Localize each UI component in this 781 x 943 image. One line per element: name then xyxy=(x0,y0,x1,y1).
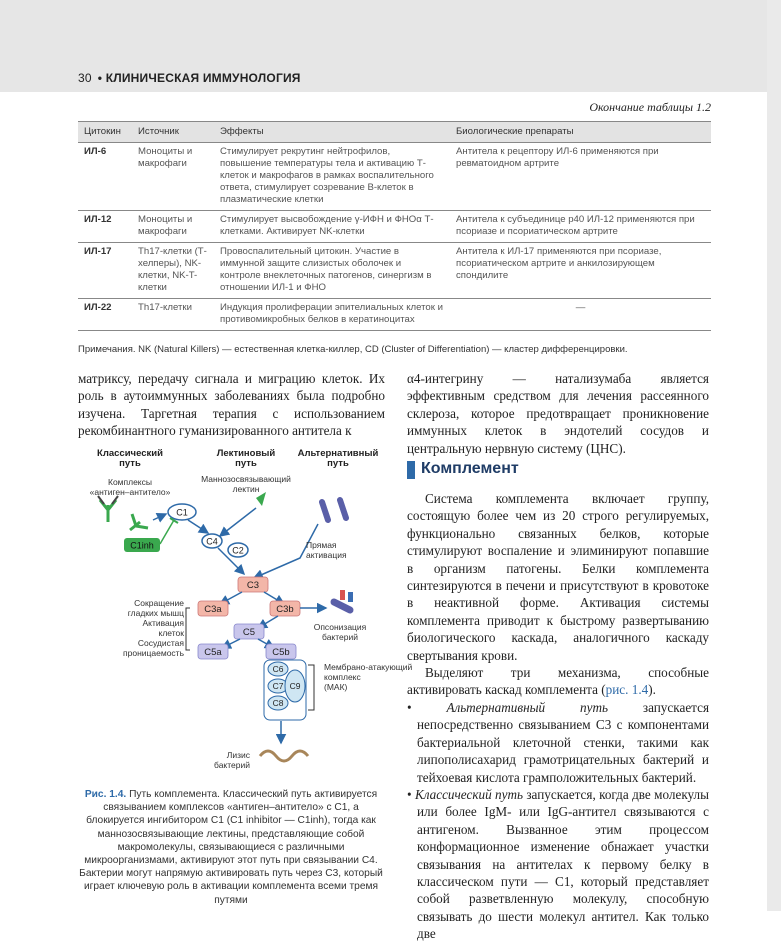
cell-source: Th17-клетки xyxy=(132,299,214,331)
bacteria-icon xyxy=(322,500,346,520)
page-edge xyxy=(767,0,781,911)
cytokine-table xyxy=(78,121,711,331)
c7-label: C7 xyxy=(272,681,284,691)
classical-path-sub: Комплексы «антиген–антитело» xyxy=(89,477,171,497)
table-row xyxy=(78,143,711,211)
c6-label: C6 xyxy=(272,664,284,674)
arrow xyxy=(220,508,256,536)
col-header: Биологические препараты xyxy=(450,122,711,143)
bullet-mark: • xyxy=(407,786,412,802)
section-marker xyxy=(407,461,415,479)
right-column-body xyxy=(407,490,709,943)
table-header-row xyxy=(78,122,711,143)
list-item xyxy=(407,786,709,943)
alt-path-title: Альтернативный путь xyxy=(297,448,379,469)
c3a-label: C3a xyxy=(204,604,222,615)
header-bullet: • xyxy=(97,71,103,85)
cell-drugs: Антитела к ИЛ-17 применяются при псориазе, псориатическом артрите и анкилозирующем спондилите xyxy=(450,243,711,299)
c3-label: C3 xyxy=(246,580,260,591)
cell-cytokine: ИЛ-17 xyxy=(78,243,132,299)
opsonization-label: Опсонизация бактерий xyxy=(313,622,367,642)
c4-label: C4 xyxy=(206,536,218,547)
lectin-path-sub: Маннозосвязывающий лектин xyxy=(201,474,291,494)
col-header: Эффекты xyxy=(214,122,450,143)
running-header xyxy=(78,71,301,85)
c8-label: C8 xyxy=(272,698,284,708)
lectin-path-title: Лектиновый путь xyxy=(216,448,276,469)
lysed-bacteria-icon xyxy=(260,751,308,761)
c1inh-label: C1inh xyxy=(130,540,154,551)
cell-drugs: — xyxy=(450,299,711,331)
term: Классический путь xyxy=(414,786,523,802)
arrow xyxy=(188,520,208,533)
c3a-effects-label: Сокращение гладких мышц Активация клеток Сосудистая проницаемость xyxy=(123,598,184,658)
lectin-icon xyxy=(256,492,266,506)
direct-activation-label: Прямая активация xyxy=(306,540,347,560)
cell-cytokine: ИЛ-22 xyxy=(78,299,132,331)
cell-source: Th17-клетки (Т-хелперы), NK-клетки, NK-T-клетки xyxy=(132,243,214,299)
c2-label: C2 xyxy=(232,545,244,556)
c5b-label: C5b xyxy=(272,647,290,658)
list-item-text: запускается, когда две молекулы или более IgM- или IgG-антител связываются с антигеном. Вызванное этим процессом конформационное изменение обнажает участки связывания на антителах к первому белку в классическом пути — С1, который представляет собой разветвленную молекулу, способную связывать до шести молекул антител. Как только две xyxy=(417,786,709,942)
list-item-text: запускается непосредственно связыванием С3 с компонентами бактериальной клеточной стенки, такими как липополисахарид грамотрицательных бактерий и тейхоевая кислота грамположительных бактерий. xyxy=(417,699,710,785)
table-row xyxy=(78,299,711,331)
mac-label: Мембрано-атакующий комплекс (МАК) xyxy=(324,662,413,692)
cell-source: Моноциты и макрофаги xyxy=(132,211,214,243)
list-item xyxy=(407,699,709,786)
table-note: Примечания. NK (Natural Killers) — естественная клетка-киллер, CD (Cluster of Differentiation) — кластер дифференцировки. xyxy=(78,344,628,355)
cell-effects: Стимулирует рекрутинг нейтрофилов, повышение температуры тела и активацию Т-клеток и макрофагов в рамках воспалительного ответа, стимулирует созревание В-клеток в плазматические клетки xyxy=(214,143,450,211)
figure-reference-link[interactable]: рис. 1.4 xyxy=(605,682,649,698)
section-heading xyxy=(407,459,711,481)
cell-effects: Стимулирует высвобождение γ-ИФН и ФНОα Т-клетками. Активирует NK-клетки xyxy=(214,211,450,243)
c3b-label: C3b xyxy=(276,604,294,615)
paragraph-text: Выделяют три механизма, способные активировать каскад комплемента ( xyxy=(407,665,709,698)
paragraph xyxy=(407,664,709,699)
lysis-label: Лизис бактерий xyxy=(214,750,250,770)
c5-label: C5 xyxy=(242,627,256,638)
inhibition-line xyxy=(160,520,174,544)
arrow xyxy=(153,514,166,520)
c1-label: C1 xyxy=(176,507,188,518)
mac-bracket xyxy=(308,665,314,710)
right-column-intro: α4-интегрину — натализумаба является эффективным средством для лечения рассеянного склероза, которое предотвращает проникновение иммунных клеток в эндотелий сосудов и центральную нервную систему (ЦНС). xyxy=(407,371,709,456)
figure-caption xyxy=(78,788,384,907)
col-header: Цитокин xyxy=(78,122,132,143)
cell-effects: Провоспалительный цитокин. Участие в иммунной защите слизистых оболочек и контроле внеклеточных патогенов, синергизм в отношении ИЛ-1 и ФНО xyxy=(214,243,450,299)
cell-drugs: Антитела к рецептору ИЛ-6 применяются при ревматоидном артрите xyxy=(450,143,711,211)
c9-label: C9 xyxy=(289,681,301,691)
table-row xyxy=(78,211,711,243)
left-column-text: матриксу, передачу сигнала и миграцию клеток. Их роль в аутоиммунных заболеваниях была подробно изучена. Таргетная терапия с использованием рекомбинантного гуманизированного антитела к xyxy=(78,371,385,439)
section-title: Комплемент xyxy=(421,460,519,477)
page-number: 30 xyxy=(78,71,92,85)
classical-path-title: Классический путь xyxy=(97,448,163,469)
header-title: КЛИНИЧЕСКАЯ ИММУНОЛОГИЯ xyxy=(105,71,301,85)
cell-cytokine: ИЛ-6 xyxy=(78,143,132,211)
cell-drugs: Антитела к субъединице p40 ИЛ-12 применяются при псориазе и псориатическом артрите xyxy=(450,211,711,243)
cell-effects: Индукция пролиферации эпителиальных клеток и противомикробных белков в кератиноцитах xyxy=(214,299,450,331)
figure-caption-label: Рис. 1.4. xyxy=(84,789,127,800)
complement-pathway-figure xyxy=(78,440,413,785)
table-caption: Окончание таблицы 1.2 xyxy=(589,100,711,114)
effects-bracket xyxy=(186,608,190,650)
figure-caption-text: Путь комплемента. Классический путь активируется связыванием комплексов «антиген–антитело» с С1, а блокируется ингибитором С1 (C1 inhibitor — C1inh), тогда как маннозосвязывающие лектины, представляющие собой макромолекулы, связывающиеся с различными микроорганизмами, активируют этот путь при связывании С4. Бактерии могут напрямую активировать путь через С3, который играет ключевую роль в активации комплемента всеми тремя путями xyxy=(79,789,383,906)
c5a-label: C5a xyxy=(204,647,222,658)
table-row xyxy=(78,243,711,299)
opsonized-bacteria-icon xyxy=(334,590,353,610)
cell-source: Моноциты и макрофаги xyxy=(132,143,214,211)
cell-cytokine: ИЛ-12 xyxy=(78,211,132,243)
antibody-icon xyxy=(100,500,148,530)
paragraph: Система комплемента включает группу, состоящую более чем из 20 строго регулируемых, функционально связанных белков, которые стимулируют воспаление и элиминируют попавшие в организм патогены. Белки комплемента синтезируются в печени и присутствуют в кровотоке в неактивной форме. Активация системы комплемента приводит к быстрому развертыванию биологического каскада, аналогичного каскаду свертывания крови. xyxy=(407,491,709,663)
bullet-mark: • xyxy=(407,699,412,715)
paragraph-end: ). xyxy=(648,682,656,698)
col-header: Источник xyxy=(132,122,214,143)
term: Альтернативный путь xyxy=(446,699,608,715)
